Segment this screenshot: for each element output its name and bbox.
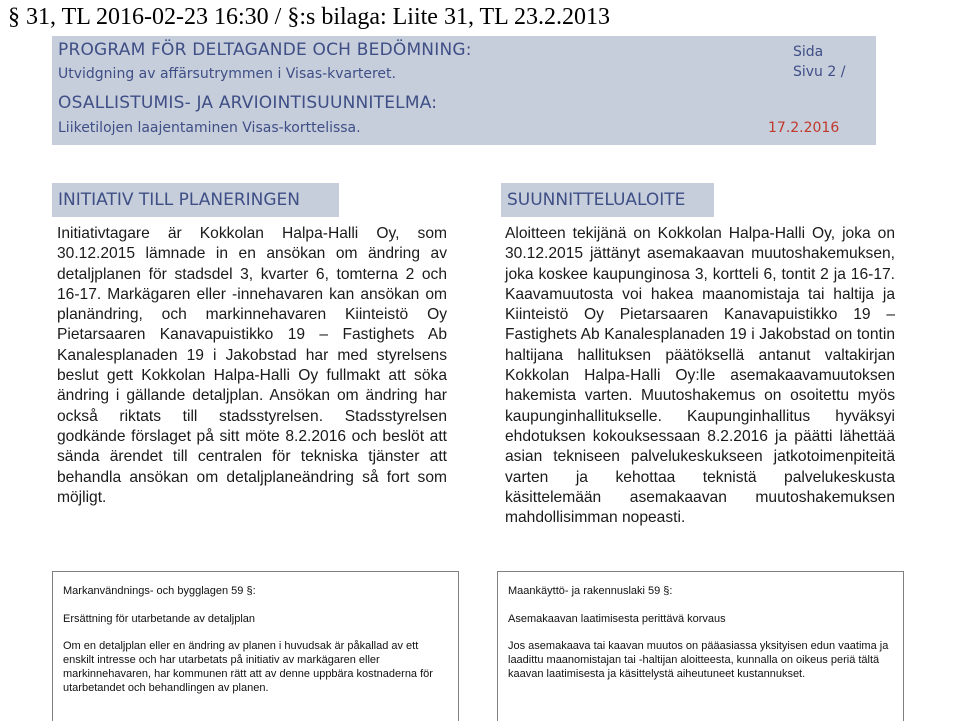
page-title: § 31, TL 2016-02-23 16:30 / §:s bilaga: Liite 31, TL 23.2.2013: [8, 4, 610, 30]
page-number: 2 /: [827, 64, 846, 80]
section-heading-fi: SUUNNITTELUALOITE: [501, 183, 714, 217]
law-subtitle-sv: Ersättning för utarbetande av detaljplan: [63, 613, 256, 625]
header-subtitle-fi: Liiketilojen laajentaminen Visas-korttelissa.: [58, 120, 361, 136]
page-indicator: [793, 64, 845, 80]
law-text-sv: Om en detaljplan eller en ändring av planen i huvudsak är påkallad av ett enskilt intresse och har utarbetats på initiativ av markägaren eller markinnehavaren, har kommunen rätt att av denne uppbära kostnaderna för utarbetandet och behandlingen av planen.: [63, 640, 433, 694]
header-title-sv: PROGRAM FÖR DELTAGANDE OCH BEDÖMNING:: [58, 40, 472, 60]
header-subtitle-sv: Utvidgning av affärsutrymmen i Visas-kvarteret.: [58, 66, 396, 82]
body-text-fi: Aloitteen tekijänä on Kokkolan Halpa-Halli Oy, joka on 30.12.2015 jättänyt asemakaavan muutoshakemuksen, joka koskee kaupunginosa 3, kortteli 6, tontit 2 ja 16-17. Kaavamuutosta voi hakea maanomistaja tai haltija ja Kiinteistö Oy Pietarsaaren Kanavapuistikko 19 – Fastighets Ab Kanalesplanaden 19 i Jakobstad on tontin haltijana hallituksen päätöksellä antanut valtakirjan Kokkolan Halpa-Halli Oy:lle asemakaavamuutoksen hakemista varten. Muutoshakemus on osoitettu myös kaupunginhallitukselle. Kaupunginhallitus hyväksyi ehdotuksen kokouksessaan 8.2.2016 ja päätti lähettää asian tekniseen palvelukeskukseen jatkotoimenpiteitä varten ja kehottaa teknistä palvelukeskusta käsittelemään asemakaavan muutoshakemuksen mahdollisimman nopeasti.: [505, 225, 895, 527]
section-heading-sv: INITIATIV TILL PLANERINGEN: [52, 183, 339, 217]
document-header: [52, 36, 876, 145]
document-date: 17.2.2016: [768, 120, 840, 136]
law-text-fi: Jos asemakaava tai kaavan muutos on pääasiassa yksityisen edun vaatima ja laadittu maanomistajan tai -haltijan aloitteesta, kunnalla on oikeus periä tältä kaavan laatimisesta ja käsittelystä aiheutuneet kustannukset.: [508, 640, 889, 680]
law-excerpt-fi: [497, 571, 904, 721]
law-title-fi: Maankäyttö- ja rakennuslaki 59 §:: [508, 585, 673, 597]
page-label-fi: Sivu: [793, 64, 823, 80]
header-title-fi: OSALLISTUMIS- JA ARVIOINTISUUNNITELMA:: [58, 93, 438, 113]
law-excerpt-sv: [52, 571, 459, 721]
law-title-sv: Markanvändnings- och bygglagen 59 §:: [63, 585, 256, 597]
law-subtitle-fi: Asemakaavan laatimisesta perittävä korvaus: [508, 613, 726, 625]
body-text-sv: Initiativtagare är Kokkolan Halpa-Halli Oy, som 30.12.2015 lämnade in en ansökan om ändring av detaljplanen för stadsdel 3, kvarter 6, tomterna 2 och 16-17. Markägaren eller -innehavaren kan ansökan om planändring, och markinnehavaren Kiinteistö Oy Pietarsaaren Kanavapuistikko 19 – Fastighets Ab Kanalesplanaden 19 i Jakobstad har med styrelsens beslut gett Kokkolan Halpa-Halli Oy fullmakt att söka ändring i gällande detaljplan. Ansökan om ändring har också riktats till stadsstyrelsen. Stadsstyrelsen godkände förslaget på sitt möte 8.2.2016 och beslöt att sända ärendet till centralen för tekniska tjänster att behandla ansökan om detaljplaneändring så fort som möjligt.: [57, 225, 447, 506]
page-label-sv: Sida: [793, 44, 824, 60]
